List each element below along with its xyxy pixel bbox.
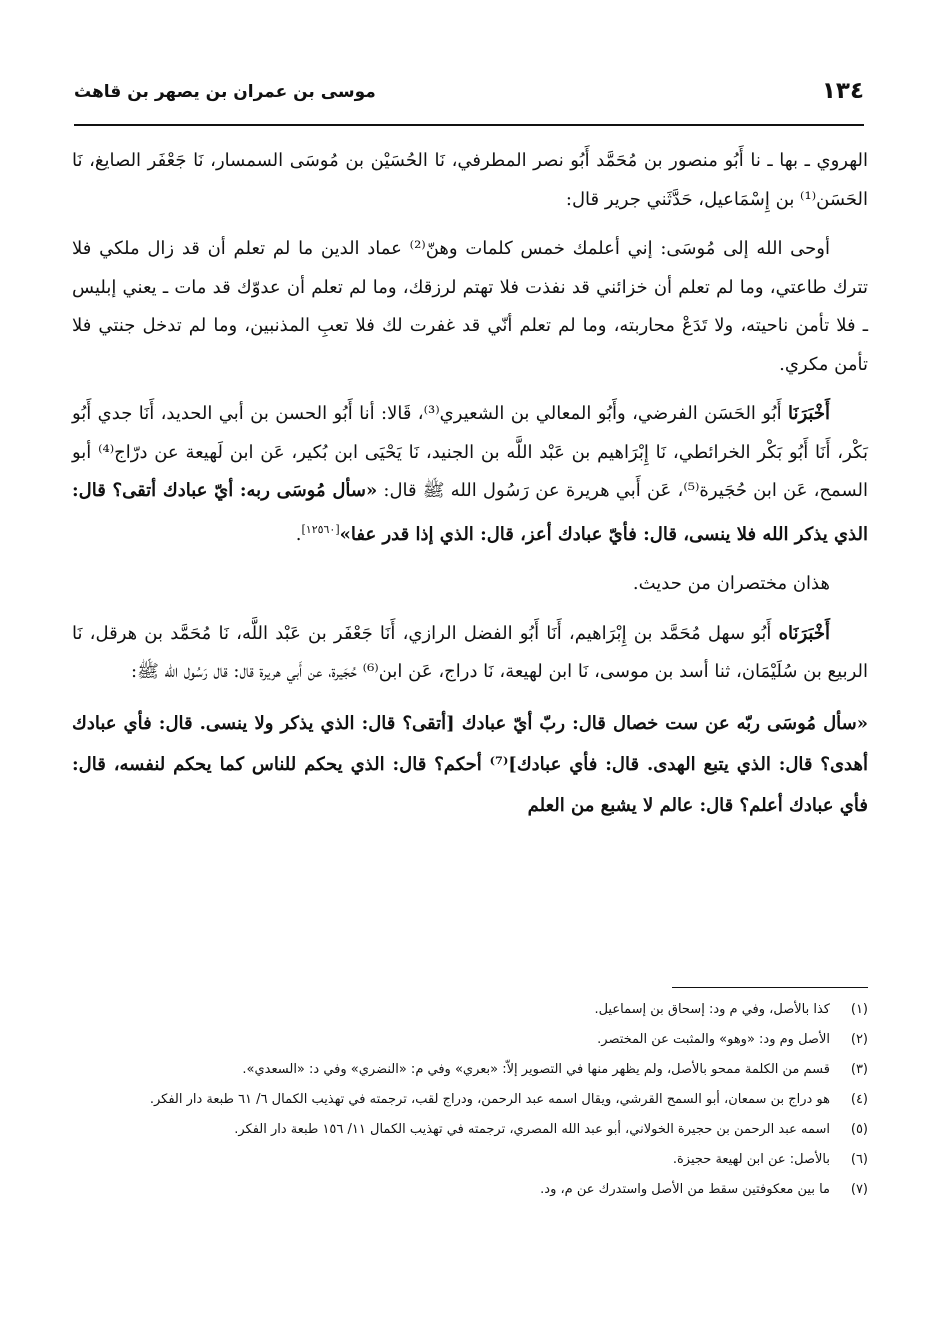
footnote <box>72 1026 868 1054</box>
footnote-text: كذا بالأصل، وفي م ود: إسحاق بن إسماعيل. <box>594 1002 830 1017</box>
paragraph-6-hadith: «سأل مُوسَى ربّه عن ست خصال قال: ربّ أيّ عبادك [أتقى؟ قال: الذي يذكر ولا ينسى. قال: فأي عبادك أهدى؟ قال: الذي يتبع الهدى. قال: فأي عبادك]⁽⁷⁾ أحكم؟ قال: الذي يحكم للناس كما يحكم لنفسه، قال: فأي عبادك أعلم؟ قال: عالم لا يشبع من العلم <box>72 712 868 816</box>
footnote <box>72 1086 868 1114</box>
isnad-text: أَبُو الحَسَن الفرضي، وأَبُو المعالي بن الشعيري⁽³⁾، قَالا: أنا أَبُو الحسن بن أبي الحديد، أَنَا جدي أَبُو بَكْر، أَنَا أَبُو بَكْر الخرائطي، نَا إِبْرَاهيم بن عَبْد اللَّه بن الجنيد، نَا يَحْيَى ابن بُكير، عَن ابن لَهيعة عن درّاج⁽⁴⁾ أبو السمح، عَن ابن حُجَيرة⁽⁵⁾، عَن أَبي هريرة عن رَسُول الله ﷺ قال: <box>72 403 868 501</box>
running-head <box>74 78 864 114</box>
paragraph-4: هذان مختصران من حديث. <box>632 573 830 594</box>
footnote-text: قسم من الكلمة ممحو بالأصل، ولم يظهر منها في التصوير إلاّ: «بعري» وفي م: «النضري» وفي د: «السعدي». <box>242 1062 830 1077</box>
akhbaranah-lead: أَخْبَرَنَاه <box>778 622 830 644</box>
footnotes <box>72 996 868 1206</box>
footnote-text: اسمه عبد الرحمن بن حجيرة الخولاني، أبو عبد الله المصري، ترجمته في تهذيب الكمال ١١/ ١٥٦ طبعة دار الفكر. <box>234 1122 830 1137</box>
footnote-text: هو دراج بن سمعان، أبو السمح القرشي، ويقال اسمه عبد الرحمن، ودراج لقب، ترجمته في تهذيب الكمال ٦/ ٦١ طبعة دار الفكر. <box>149 1092 830 1107</box>
main-text <box>72 142 868 837</box>
akhbarana-lead: أَخْبَرَنَا <box>787 403 830 424</box>
footnote-text: بالأصل: عن ابن لهيعة حجيزة. <box>672 1152 830 1167</box>
paragraph-3 <box>72 395 868 554</box>
footnote-number: (٣) <box>850 1062 868 1077</box>
footnote-rule <box>672 987 868 988</box>
chapter-title: موسى بن عمران بن يصهر بن قاهث <box>74 82 376 102</box>
footnote-number: (٢) <box>850 1032 868 1047</box>
footnote <box>72 1056 868 1084</box>
page-number: ١٣٤ <box>821 78 864 104</box>
paragraph-end: . <box>295 523 302 545</box>
footnote <box>72 1176 868 1204</box>
footnote-number: (٤) <box>850 1092 868 1107</box>
footnote-text: الأصل وم ود: «وهو» والمثبت عن المختصر. <box>597 1032 830 1047</box>
hadith-text: «سأل مُوسَى ربه: أيّ عبادك أتقى؟ قال: الذي يذكر الله فلا ينسى، قال: فأيّ عبادك أعز، قال: الذي إذا قدر عفا» <box>72 480 868 545</box>
paragraph-1: الهروي ـ بها ـ نا أَبُو منصور بن مُحَمَّد أَبُو نصر المطرفي، نَا الحُسَيْن بن مُوسَى السمسار، نَا جَعْفَر الصايغ، نَا الحَسَن⁽¹⁾ بن إِسْمَاعيل، حَدَّثَني جرير قال: <box>72 150 868 210</box>
footnote-text: ما بين معكوفتين سقط من الأصل واستدرك عن م، ود. <box>540 1182 830 1197</box>
hadith-reference: [١٢٥٦٠] <box>301 522 340 536</box>
footnote-number: (٥) <box>850 1122 868 1137</box>
isnad-text: أَبُو سهل مُحَمَّد بن إِبْرَاهيم، أَنَا أَبُو الفضل الرازي، أَنَا جَعْفَر بن عَبْد اللَّه، نَا مُحَمَّد بن هرقل، نَا الربيع بن سُلَيْمَان، ثنا أسد بن موسى، نَا ابن لهيعة، نَا دراج، عَن ابن⁽⁶⁾ حُجَيرة، عن أَبي هريرة قال: قال رَسُول الله ﷺ: <box>72 622 868 682</box>
footnote <box>72 1146 868 1174</box>
footnote <box>72 1116 868 1144</box>
paragraph-5 <box>72 615 868 692</box>
paragraph-2: أوحى الله إلى مُوسَى: إني أعلمك خمس كلمات وهنّ⁽²⁾ عماد الدين ما لم تعلم أن قد زال ملكي فلا تترك طاعتي، وما لم تعلم أن خزائني قد نفذت فلا تهتم لرزقك، وما لم تعلم أن عدوّك قد مات ـ يعني إبليس ـ فلا تأمن ناحيته، ولا تَدَعْ محاربته، وما لم تعلم أنّي قد غفرت لك فلا تعبِ المذنبين، وما لم تدخل جنتي فلا تأمن مكري. <box>72 238 868 375</box>
footnote <box>72 996 868 1024</box>
footnote-number: (١) <box>850 1002 868 1017</box>
footnote-number: (٦) <box>850 1152 868 1167</box>
header-rule <box>74 124 864 126</box>
footnote-number: (٧) <box>850 1182 868 1197</box>
